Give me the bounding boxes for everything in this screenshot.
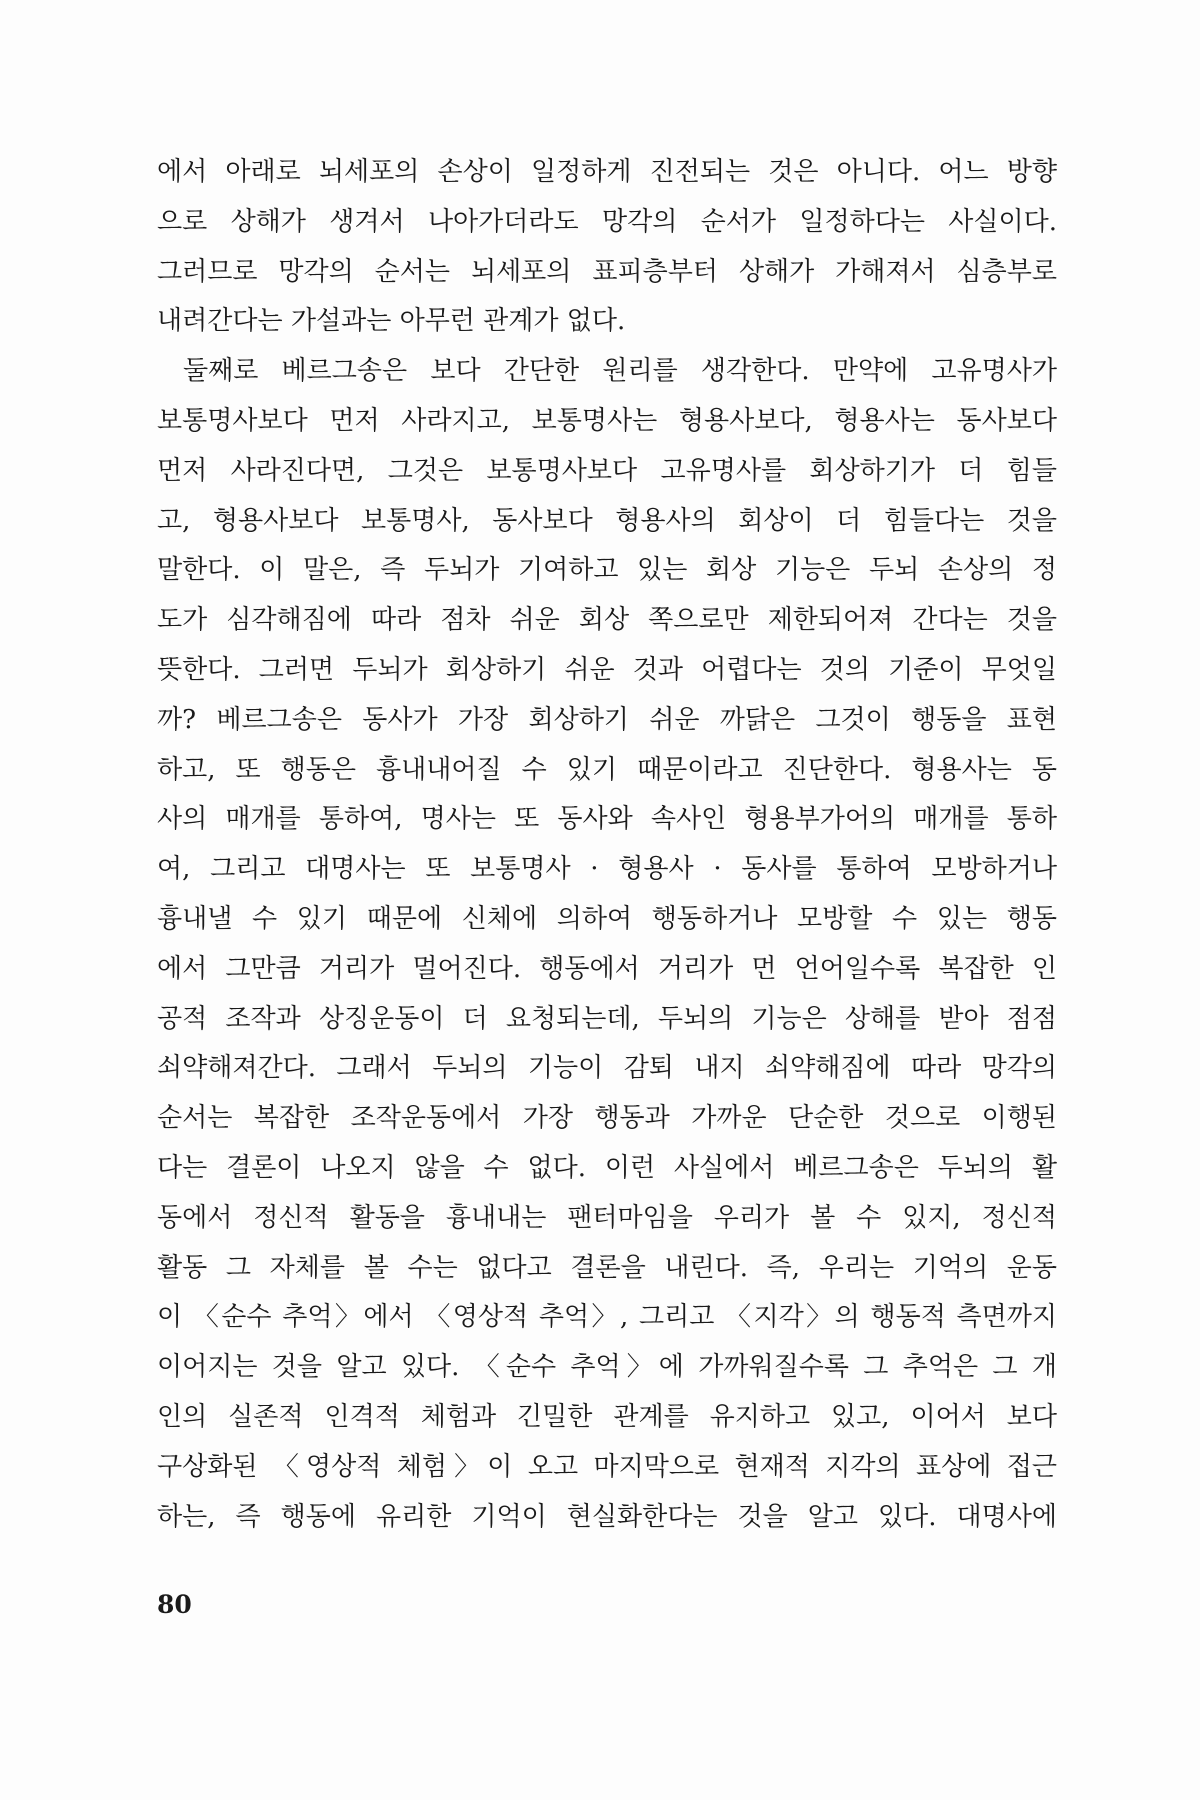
text-line: 이 〈순수 추억〉에서 〈영상적 추억〉, 그리고 〈지각〉의 행동적 측면까지 [157, 1302, 1057, 1333]
text-line: 고, 형용사보다 보통명사, 동사보다 형용사의 회상이 더 힘들다는 것을 [157, 505, 1057, 536]
text-line: 하고, 또 행동은 흉내내어질 수 있기 때문이라고 진단한다. 형용사는 동 [157, 754, 1057, 785]
text-line: 에서 그만큼 거리가 멀어진다. 행동에서 거리가 먼 언어일수록 복잡한 인 [157, 953, 1057, 984]
text-line: 까? 베르그송은 동사가 가장 회상하기 쉬운 까닭은 그것이 행동을 표현 [157, 704, 1057, 735]
text-line: 뜻한다. 그러면 두뇌가 회상하기 쉬운 것과 어렵다는 것의 기준이 무엇일 [157, 654, 1057, 685]
text-line: 먼저 사라진다면, 그것은 보통명사보다 고유명사를 회상하기가 더 힘들 [157, 455, 1057, 486]
text-line: 둘째로 베르그송은 보다 간단한 원리를 생각한다. 만약에 고유명사가 [183, 356, 1057, 387]
text-line: 쇠약해져간다. 그래서 두뇌의 기능이 감퇴 내지 쇠약해짐에 따라 망각의 [157, 1053, 1057, 1084]
text-line: 활동 그 자체를 볼 수는 없다고 결론을 내린다. 즉, 우리는 기억의 운동 [157, 1252, 1057, 1283]
text-line: 에서 아래로 뇌세포의 손상이 일정하게 진전되는 것은 아니다. 어느 방향 [157, 157, 1057, 187]
page-number: 80 [157, 1590, 192, 1619]
body-text [157, 148, 1057, 1542]
text-line: 으로 상해가 생겨서 나아가더라도 망각의 순서가 일정하다는 사실이다. [157, 206, 1057, 237]
text-line: 순서는 복잡한 조작운동에서 가장 행동과 가까운 단순한 것으로 이행된 [157, 1103, 1057, 1134]
text-line: 도가 심각해짐에 따라 점차 쉬운 회상 쪽으로만 제한되어져 간다는 것을 [157, 605, 1057, 636]
text-line: 내려간다는 가설과는 아무런 관계가 없다. [157, 306, 626, 337]
text-line: 그러므로 망각의 순서는 뇌세포의 표피층부터 상해가 가해져서 심층부로 [157, 256, 1057, 287]
text-line: 인의 실존적 인격적 체험과 긴밀한 관계를 유지하고 있고, 이어서 보다 [157, 1401, 1057, 1432]
text-line: 다는 결론이 나오지 않을 수 없다. 이런 사실에서 베르그송은 두뇌의 활 [157, 1152, 1057, 1183]
text-line: 이어지는 것을 알고 있다. 〈순수 추억〉에 가까워질수록 그 추억은 그 개 [157, 1352, 1057, 1383]
text-line: 흉내낼 수 있기 때문에 신체에 의하여 행동하거나 모방할 수 있는 행동 [157, 903, 1057, 934]
text-line: 말한다. 이 말은, 즉 두뇌가 기여하고 있는 회상 기능은 두뇌 손상의 정 [157, 555, 1057, 586]
text-line: 하는, 즉 행동에 유리한 기억이 현실화한다는 것을 알고 있다. 대명사에 [157, 1501, 1057, 1532]
text-line: 구상화된 〈영상적 체험〉이 오고 마지막으로 현재적 지각의 표상에 접근 [157, 1451, 1057, 1482]
text-line: 동에서 정신적 활동을 흉내내는 팬터마임을 우리가 볼 수 있지, 정신적 [157, 1202, 1057, 1233]
text-line: 여, 그리고 대명사는 또 보통명사 · 형용사 · 동사를 통하여 모방하거나 [157, 854, 1057, 885]
text-line: 공적 조작과 상징운동이 더 요청되는데, 두뇌의 기능은 상해를 받아 점점 [157, 1003, 1057, 1034]
text-line: 보통명사보다 먼저 사라지고, 보통명사는 형용사보다, 형용사는 동사보다 [157, 405, 1057, 436]
text-line: 사의 매개를 통하여, 명사는 또 동사와 속사인 형용부가어의 매개를 통하 [157, 804, 1057, 835]
